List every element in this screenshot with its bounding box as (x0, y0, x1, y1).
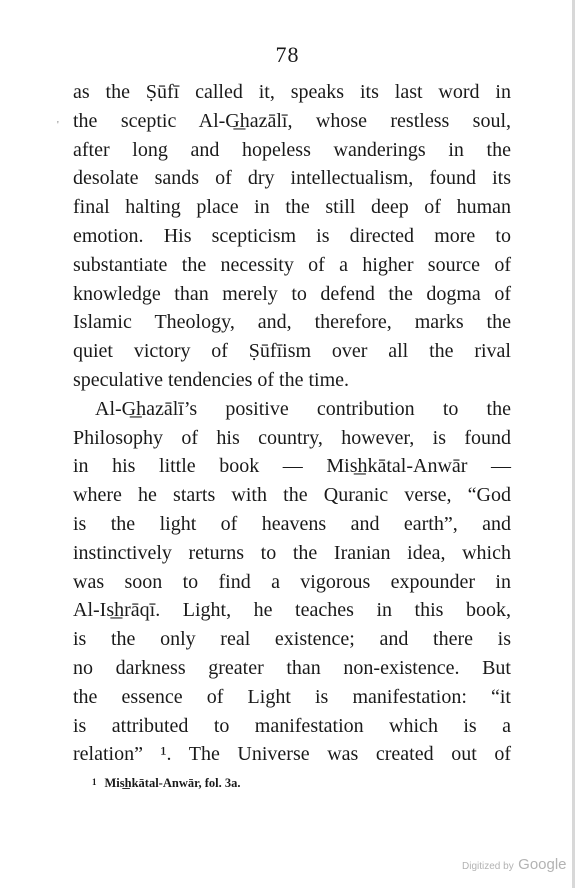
text-line: was soon to find a vigorous expounder in (73, 570, 511, 593)
body-text (73, 78, 511, 769)
text-line: in his little book — Mis͟hkātal-Anwār — (73, 455, 511, 478)
text-line: the essence of Light is manifestation: “it (73, 685, 511, 708)
watermark-prefix: Digitized by (462, 861, 514, 872)
text-line: is attributed to manifestation which is a (73, 714, 511, 737)
text-line: the sceptic Al-G͟hazālī, whose restless soul, (73, 109, 511, 132)
digitized-watermark (462, 856, 567, 874)
footnote (92, 776, 241, 791)
text-line: Islamic Theology, and, therefore, marks the (73, 311, 511, 334)
text-line: quiet victory of Ṣūfīism over all the rival (73, 340, 511, 363)
text-line: Philosophy of his country, however, is found (73, 426, 511, 449)
paragraph-end-line: speculative tendencies of the time. (73, 368, 350, 391)
text-line: no darkness greater than non-existence. But (73, 656, 511, 679)
text-line: after long and hopeless wanderings in the (73, 138, 511, 161)
text-line: is the light of heavens and earth”, and (73, 512, 511, 535)
text-line: is the only real existence; and there is (73, 628, 511, 651)
stray-mark: ' (57, 120, 59, 131)
page-number: 78 (275, 42, 300, 67)
google-logo-text: Google (518, 856, 567, 873)
text-line: substantiate the necessity of a higher source of (73, 253, 511, 276)
footnote-text: Mis͟hkātal-Anwār, fol. 3a. (104, 776, 241, 790)
text-line: as the Ṣūfī called it, speaks its last word in (73, 81, 511, 103)
text-line: desolate sands of dry intellectualism, found its (73, 167, 511, 190)
text-line: instinctively returns to the Iranian idea, which (73, 541, 511, 564)
footnote-mark: 1 (92, 777, 97, 787)
text-line: Al-Is͟hrāqī. Light, he teaches in this book, (73, 599, 511, 622)
text-line: where he starts with the Quranic verse, “God (73, 484, 511, 507)
text-line: knowledge than merely to defend the dogma of (73, 282, 511, 305)
text-line: relation” ¹. The Universe was created out of (73, 743, 511, 766)
text-line: final halting place in the still deep of human (73, 196, 511, 219)
text-line: emotion. His scepticism is directed more to (73, 224, 511, 247)
paragraph-start-line: Al-G͟hazālī’s positive contribution to the (95, 397, 511, 420)
